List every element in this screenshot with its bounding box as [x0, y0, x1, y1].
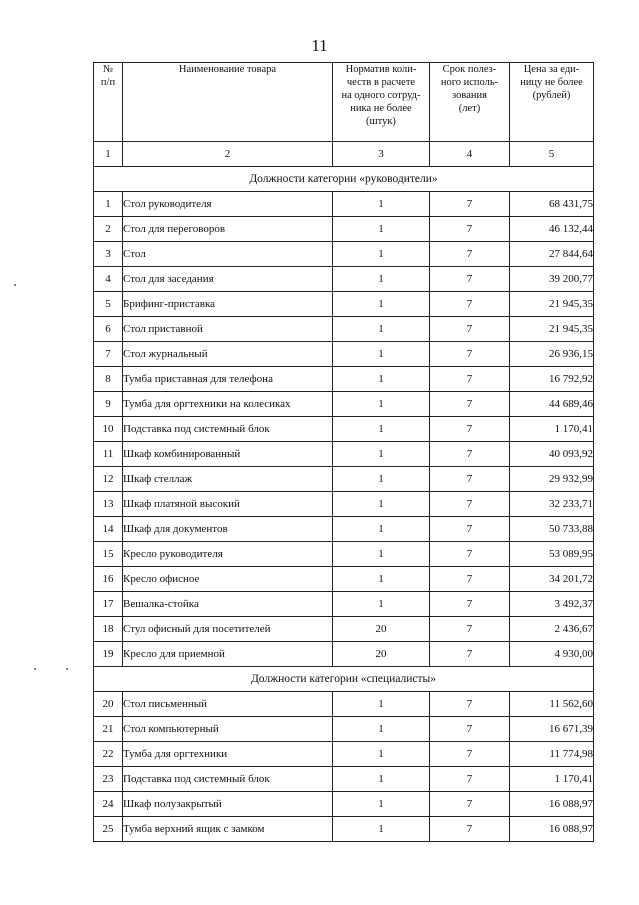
item-quantity: 1	[333, 692, 430, 717]
table-row	[94, 467, 594, 492]
table-row	[94, 767, 594, 792]
table-row	[94, 517, 594, 542]
header-qty-line: Норматив коли-	[345, 64, 417, 75]
furniture-norms-table	[93, 62, 594, 842]
item-quantity: 1	[333, 442, 430, 467]
table-row	[94, 592, 594, 617]
item-name: Вешалка-стойка	[123, 592, 333, 617]
row-number: 16	[94, 567, 123, 592]
table-row	[94, 542, 594, 567]
item-price: 29 932,99	[510, 467, 594, 492]
header-life-line: зования	[452, 90, 487, 101]
item-service-life: 7	[430, 742, 510, 767]
item-name: Кресло офисное	[123, 567, 333, 592]
header-price-line: (рублей)	[532, 90, 571, 101]
row-number: 25	[94, 817, 123, 842]
item-quantity: 1	[333, 217, 430, 242]
item-name: Стол руководителя	[123, 192, 333, 217]
row-number: 20	[94, 692, 123, 717]
table-row	[94, 717, 594, 742]
table-row	[94, 617, 594, 642]
item-name: Стол компьютерный	[123, 717, 333, 742]
row-number: 23	[94, 767, 123, 792]
item-service-life: 7	[430, 267, 510, 292]
item-service-life: 7	[430, 442, 510, 467]
item-service-life: 7	[430, 217, 510, 242]
table-row	[94, 317, 594, 342]
scan-speck	[34, 668, 36, 670]
item-service-life: 7	[430, 817, 510, 842]
item-name: Подставка под системный блок	[123, 767, 333, 792]
item-name: Шкаф полузакрытый	[123, 792, 333, 817]
row-number: 15	[94, 542, 123, 567]
header-qty-line: честв в расчете	[346, 77, 416, 88]
item-price: 16 088,97	[510, 792, 594, 817]
page-number: 11	[311, 36, 328, 55]
item-quantity: 1	[333, 392, 430, 417]
table-body	[94, 167, 594, 842]
item-price: 16 088,97	[510, 817, 594, 842]
item-price: 40 093,92	[510, 442, 594, 467]
item-price: 46 132,44	[510, 217, 594, 242]
table-row	[94, 792, 594, 817]
header-life-line: (лет)	[458, 103, 481, 114]
item-service-life: 7	[430, 792, 510, 817]
item-price: 1 170,41	[510, 767, 594, 792]
table-row	[94, 342, 594, 367]
table-row	[94, 817, 594, 842]
item-price: 3 492,37	[510, 592, 594, 617]
item-name: Тумба для оргтехники	[123, 742, 333, 767]
table-row	[94, 292, 594, 317]
item-name: Шкаф комбинированный	[123, 442, 333, 467]
item-service-life: 7	[430, 717, 510, 742]
item-quantity: 1	[333, 192, 430, 217]
item-price: 4 930,00	[510, 642, 594, 667]
item-service-life: 7	[430, 692, 510, 717]
table-row	[94, 192, 594, 217]
section-title: Должности категории «руководители»	[94, 167, 594, 192]
header-life	[430, 63, 510, 142]
item-name: Шкаф для документов	[123, 517, 333, 542]
item-name: Тумба для оргтехники на колесиках	[123, 392, 333, 417]
item-price: 16 671,39	[510, 717, 594, 742]
header-num-line: п/п	[100, 77, 116, 88]
item-name: Шкаф стеллаж	[123, 467, 333, 492]
item-quantity: 20	[333, 642, 430, 667]
item-price: 34 201,72	[510, 567, 594, 592]
item-name: Стол приставной	[123, 317, 333, 342]
row-number: 2	[94, 217, 123, 242]
item-quantity: 1	[333, 817, 430, 842]
item-name: Стол	[123, 242, 333, 267]
item-service-life: 7	[430, 492, 510, 517]
item-quantity: 1	[333, 567, 430, 592]
item-service-life: 7	[430, 592, 510, 617]
item-name: Брифинг-приставка	[123, 292, 333, 317]
row-number: 22	[94, 742, 123, 767]
table-row	[94, 267, 594, 292]
section-header-row	[94, 667, 594, 692]
item-name: Стол письменный	[123, 692, 333, 717]
item-service-life: 7	[430, 367, 510, 392]
item-quantity: 1	[333, 767, 430, 792]
table-row	[94, 367, 594, 392]
table-row	[94, 742, 594, 767]
scan-speck	[14, 284, 16, 286]
row-number: 21	[94, 717, 123, 742]
row-number: 7	[94, 342, 123, 367]
header-num	[94, 63, 123, 142]
item-name: Тумба приставная для телефона	[123, 367, 333, 392]
item-name: Стол для переговоров	[123, 217, 333, 242]
column-number: 1	[94, 142, 123, 167]
header-life-line: Срок полез-	[442, 64, 497, 75]
item-price: 16 792,92	[510, 367, 594, 392]
header-row	[94, 63, 594, 142]
item-name: Кресло руководителя	[123, 542, 333, 567]
row-number: 6	[94, 317, 123, 342]
row-number: 3	[94, 242, 123, 267]
item-name: Шкаф платяной высокий	[123, 492, 333, 517]
item-price: 32 233,71	[510, 492, 594, 517]
item-service-life: 7	[430, 642, 510, 667]
item-service-life: 7	[430, 242, 510, 267]
item-quantity: 1	[333, 317, 430, 342]
item-service-life: 7	[430, 467, 510, 492]
item-service-life: 7	[430, 617, 510, 642]
header-qty-line: (штук)	[366, 116, 396, 127]
row-number: 14	[94, 517, 123, 542]
item-quantity: 1	[333, 342, 430, 367]
item-quantity: 1	[333, 292, 430, 317]
item-price: 53 089,95	[510, 542, 594, 567]
item-name: Тумба верхний ящик с замком	[123, 817, 333, 842]
item-service-life: 7	[430, 767, 510, 792]
header-price-line: Цена за еди-	[523, 64, 580, 75]
item-service-life: 7	[430, 342, 510, 367]
column-number: 2	[123, 142, 333, 167]
header-qty	[333, 63, 430, 142]
header-qty-line: ника не более	[350, 103, 412, 114]
item-service-life: 7	[430, 392, 510, 417]
item-price: 27 844,64	[510, 242, 594, 267]
table-row	[94, 442, 594, 467]
row-number: 5	[94, 292, 123, 317]
item-name: Кресло для приемной	[123, 642, 333, 667]
row-number: 11	[94, 442, 123, 467]
item-quantity: 1	[333, 367, 430, 392]
row-number: 17	[94, 592, 123, 617]
item-service-life: 7	[430, 317, 510, 342]
item-service-life: 7	[430, 292, 510, 317]
table-row	[94, 392, 594, 417]
row-number: 9	[94, 392, 123, 417]
row-number: 4	[94, 267, 123, 292]
item-price: 50 733,88	[510, 517, 594, 542]
item-quantity: 1	[333, 467, 430, 492]
item-price: 11 562,60	[510, 692, 594, 717]
item-quantity: 1	[333, 792, 430, 817]
item-quantity: 1	[333, 242, 430, 267]
header-name: Наименование товара	[123, 63, 333, 142]
column-number: 5	[510, 142, 594, 167]
item-price: 21 945,35	[510, 317, 594, 342]
item-quantity: 1	[333, 592, 430, 617]
item-quantity: 20	[333, 617, 430, 642]
column-number: 3	[333, 142, 430, 167]
row-number: 8	[94, 367, 123, 392]
row-number: 1	[94, 192, 123, 217]
table-row	[94, 567, 594, 592]
column-number: 4	[430, 142, 510, 167]
item-quantity: 1	[333, 717, 430, 742]
section-title: Должности категории «специалисты»	[94, 667, 594, 692]
row-number: 18	[94, 617, 123, 642]
item-price: 2 436,67	[510, 617, 594, 642]
row-number: 19	[94, 642, 123, 667]
item-price: 26 936,15	[510, 342, 594, 367]
item-service-life: 7	[430, 542, 510, 567]
header-price	[510, 63, 594, 142]
header-price-line: ницу не более	[520, 77, 583, 88]
header-life-line: ного исполь-	[440, 77, 499, 88]
item-service-life: 7	[430, 567, 510, 592]
item-quantity: 1	[333, 542, 430, 567]
item-quantity: 1	[333, 742, 430, 767]
table-row	[94, 417, 594, 442]
section-header-row	[94, 167, 594, 192]
header-qty-line: на одного сотруд-	[341, 90, 421, 101]
item-name: Подставка под системный блок	[123, 417, 333, 442]
row-number: 10	[94, 417, 123, 442]
item-quantity: 1	[333, 267, 430, 292]
scan-speck	[66, 668, 68, 670]
column-number-row	[94, 142, 594, 167]
item-service-life: 7	[430, 417, 510, 442]
row-number: 13	[94, 492, 123, 517]
item-price: 21 945,35	[510, 292, 594, 317]
item-price: 44 689,46	[510, 392, 594, 417]
table-row	[94, 217, 594, 242]
item-quantity: 1	[333, 492, 430, 517]
item-quantity: 1	[333, 417, 430, 442]
item-price: 68 431,75	[510, 192, 594, 217]
item-service-life: 7	[430, 192, 510, 217]
table-row	[94, 692, 594, 717]
item-name: Стол для заседания	[123, 267, 333, 292]
row-number: 24	[94, 792, 123, 817]
row-number: 12	[94, 467, 123, 492]
item-quantity: 1	[333, 517, 430, 542]
item-name: Стол журнальный	[123, 342, 333, 367]
header-num-line: №	[102, 64, 114, 75]
item-service-life: 7	[430, 517, 510, 542]
item-price: 1 170,41	[510, 417, 594, 442]
item-name: Стул офисный для посетителей	[123, 617, 333, 642]
item-price: 11 774,98	[510, 742, 594, 767]
item-price: 39 200,77	[510, 267, 594, 292]
table-row	[94, 492, 594, 517]
table-row	[94, 642, 594, 667]
table-row	[94, 242, 594, 267]
